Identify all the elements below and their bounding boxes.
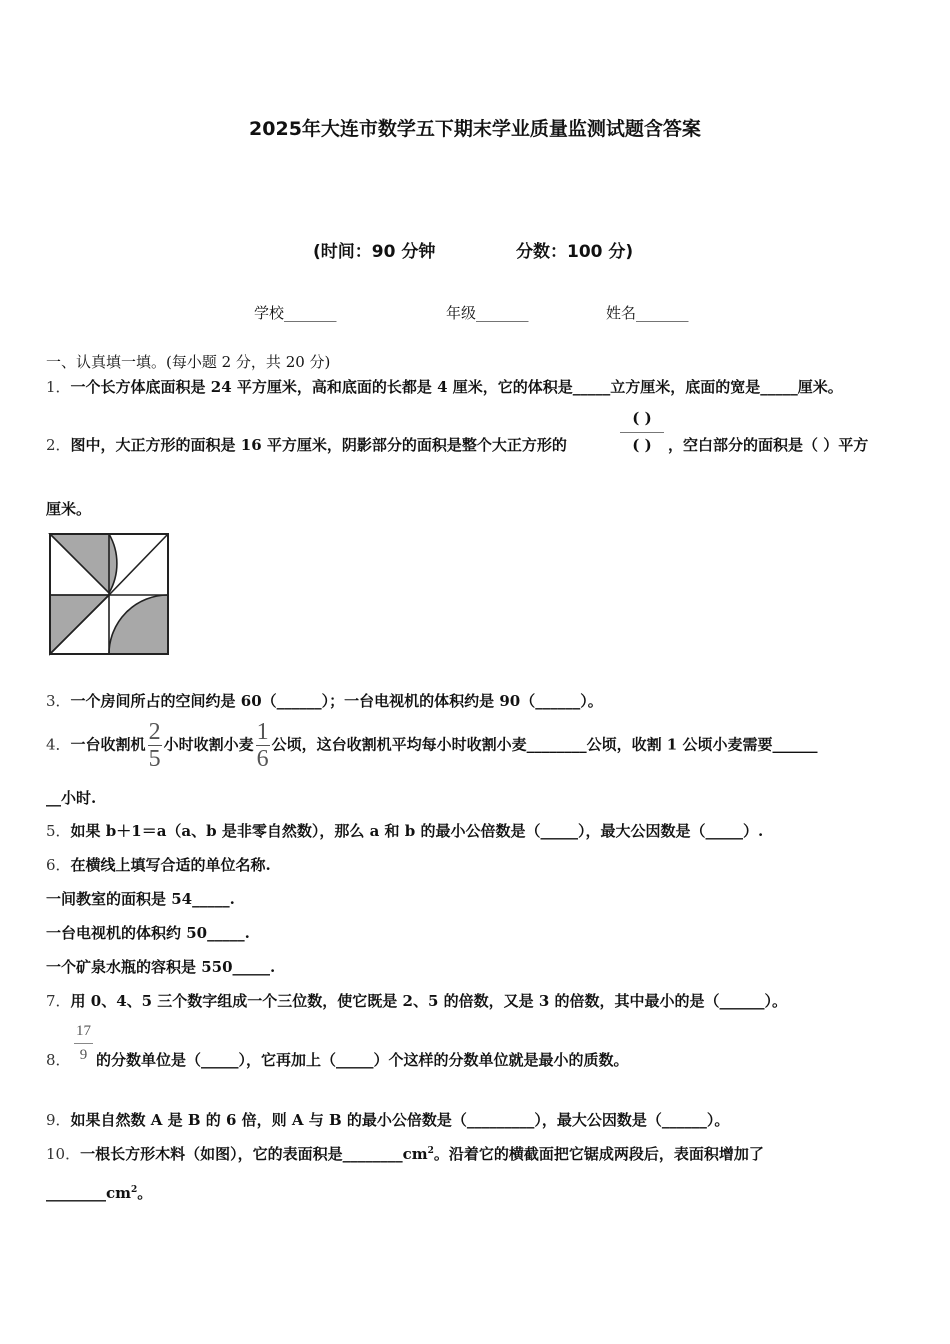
question-6 <box>46 854 271 875</box>
question-text: 图中，大正方形的面积是 16 平方厘米，阴影部分的面积是整个大正方形的 <box>70 436 567 454</box>
q2-fraction-numerator: ( ) <box>632 409 652 427</box>
fraction-numerator: 17 <box>74 1024 93 1044</box>
fraction-denominator: 5 <box>148 746 161 772</box>
exam-score: 分数：100 分) <box>516 242 634 262</box>
grade-field <box>446 302 529 323</box>
question-10-continued: $\_\_\_\_\_\_\_\_cm^2$。 <box>46 1184 153 1202</box>
question-number: 1． <box>46 378 71 396</box>
question-4-continued: __小时. <box>46 789 97 807</box>
question-3 <box>46 690 603 711</box>
question-text: 如果 b＋1＝a（a、b 是非零自然数），那么 a 和 b 的最小公倍数是（_____），最大公因数是（_____）. <box>70 822 764 840</box>
question-text: 一个房间所占的空间约是 60（______）；一台电视机的体积约是 90（______）。 <box>70 692 603 710</box>
school-blank: _______ <box>284 304 337 322</box>
name-blank: _______ <box>636 304 689 322</box>
question-number: 9． <box>46 1111 71 1129</box>
question-text: 公顷，这台收割机平均每小时收割小麦________公顷，收割 1 公顷小麦需要______ <box>271 735 818 754</box>
page-title: 2025年大连市数学五下期末学业质量监测试题含答案 <box>249 118 701 140</box>
question-4 <box>46 720 817 771</box>
question-text: 一台收割机 <box>70 735 146 754</box>
superscript: 2 <box>427 1146 434 1156</box>
name-field <box>606 302 689 323</box>
superscript: 2 <box>131 1185 138 1195</box>
section-heading: 一、认真填一填。(每小题 2 分，共 20 分) <box>46 353 331 371</box>
question-8-number: 8． <box>46 1051 71 1069</box>
question-text: 用 0、4、5 三个数字组成一个三位数，使它既是 2、5 的倍数，又是 3 的倍数，其中最小的是（______）。 <box>70 992 788 1010</box>
fraction-denominator: 9 <box>79 1047 88 1063</box>
fraction-denominator: 6 <box>256 746 269 772</box>
q6-line-1: 一间教室的面积是 54_____. <box>46 890 235 908</box>
q2-fraction-denominator: ( ) <box>632 436 652 454</box>
q6-line-3: 一个矿泉水瓶的容积是 550_____. <box>46 958 276 976</box>
question-number: 6． <box>46 856 71 874</box>
q6-line-2: 一台电视机的体积约 50_____. <box>46 924 250 942</box>
fraction-numerator: 1 <box>256 719 269 745</box>
grade-label: 年级 <box>446 304 477 322</box>
square-pinwheel-figure <box>48 532 172 662</box>
question-1 <box>46 376 843 397</box>
question-2-rest: ，空白部分的面积是（ ）平方 <box>668 436 869 454</box>
name-label: 姓名 <box>606 304 637 322</box>
question-text: 如果自然数 A 是 B 的 6 倍，则 A 与 B 的最小公倍数是（_________），最大公因数是（______）。 <box>70 1111 730 1129</box>
fraction-one-sixth <box>256 720 270 771</box>
question-text: 在横线上填写合适的单位名称. <box>70 856 271 874</box>
fraction-numerator: 2 <box>148 719 161 745</box>
question-9 <box>46 1109 729 1130</box>
question-7 <box>46 990 787 1011</box>
question-text: 一个长方体底面积是 24 平方厘米，高和底面的长都是 4 厘米，它的体积是_____立方厘米，底面的宽是_____厘米。 <box>70 378 843 396</box>
question-5 <box>46 820 763 841</box>
question-number: 2． <box>46 436 71 454</box>
grade-blank: _______ <box>476 304 529 322</box>
shade-bottom-right <box>109 595 168 654</box>
question-8: 的分数单位是（_____），它再加上（_____）个这样的分数单位就是最小的质数。 <box>96 1051 629 1069</box>
question-text: 小时收割小麦 <box>163 735 254 754</box>
q2-fraction-bar <box>620 432 664 433</box>
shade-top-left <box>50 534 117 593</box>
fraction-two-fifths <box>148 720 162 771</box>
question-number: 5． <box>46 822 71 840</box>
school-label: 学校 <box>254 304 285 322</box>
question-number: 4． <box>46 735 71 754</box>
question-number: 3． <box>46 692 71 710</box>
exam-time: (时间：90 分钟 <box>313 242 436 262</box>
question-text: 。沿着它的横截面把它锯成两段后，表面积增加了 <box>433 1145 764 1163</box>
question-2 <box>46 434 567 455</box>
question-number: 7． <box>46 992 71 1010</box>
question-number: 10． <box>46 1145 81 1163</box>
school-field <box>254 302 337 323</box>
question-10 <box>46 1143 764 1164</box>
question-text: 一根长方形木料（如图），它的表面积是________cm <box>80 1145 428 1163</box>
question-2-continued: 厘米。 <box>46 500 92 518</box>
fraction-seventeen-ninths <box>72 1024 95 1063</box>
